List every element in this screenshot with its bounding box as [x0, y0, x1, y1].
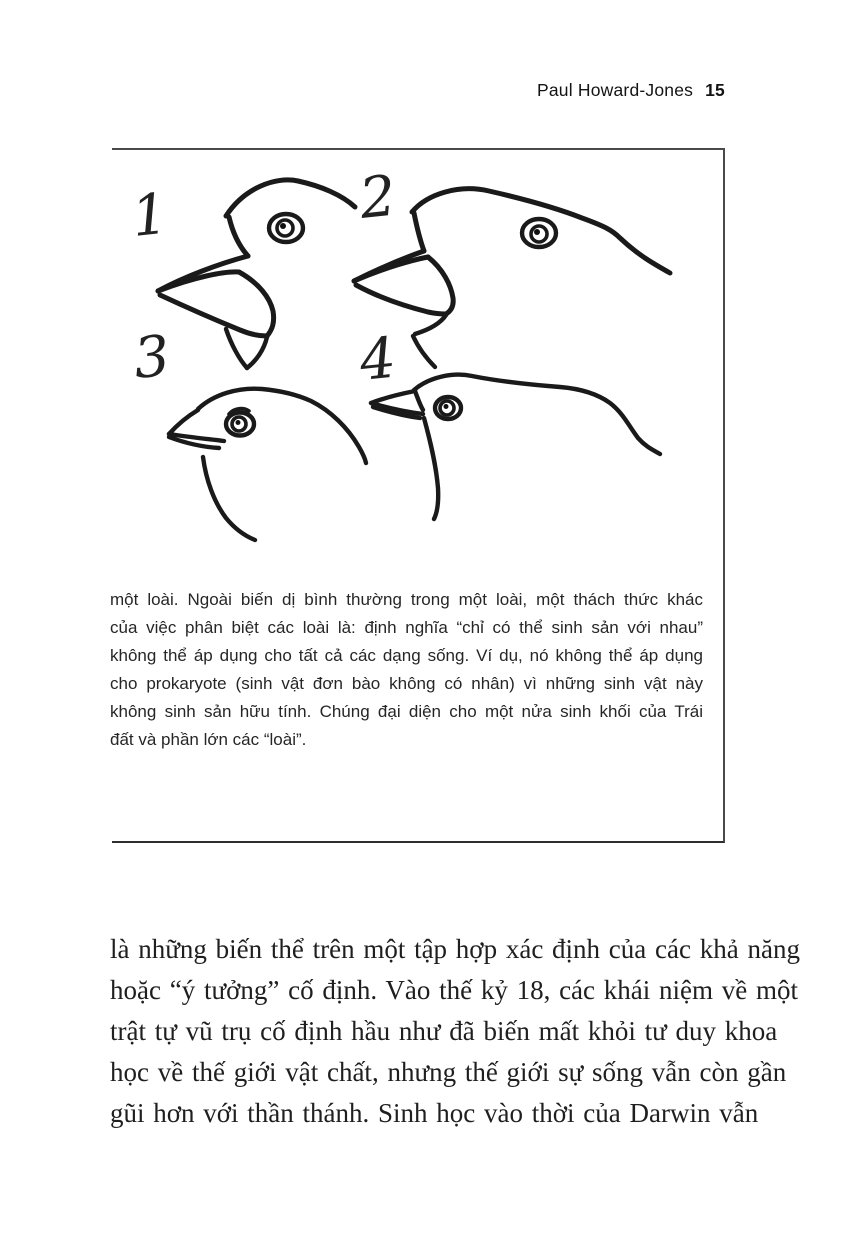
author-name: Paul Howard-Jones — [537, 80, 694, 100]
figure-number-2: 2 — [356, 163, 399, 232]
running-header — [537, 80, 725, 101]
page-number: 15 — [705, 80, 725, 100]
caption-line: cho prokaryote (sinh vật đơn bào không có nhân) vì những sinh vật này — [110, 674, 703, 693]
body-line: là những biến thể trên một tập hợp xác định của các khả năng — [110, 934, 800, 964]
caption-line: của việc phân biệt các loài là: định nghĩa “chỉ có thể sinh sản với nhau” — [110, 618, 703, 637]
body-line: hoặc “ý tưởng” cố định. Vào thế kỷ 18, các khái niệm về một — [110, 975, 798, 1005]
caption-line: không sinh sản hữu tính. Chúng đại diện cho một nửa sinh khối của Trái — [110, 702, 703, 721]
finch-sketch — [112, 150, 725, 590]
finch-drawing-3 — [169, 389, 366, 540]
body-line: gũi hơn với thần thánh. Sinh học vào thời của Darwin vẫn — [110, 1098, 759, 1128]
caption-line: đất và phần lớn các “loài”. — [110, 730, 307, 749]
body-line: trật tự vũ trụ cố định hầu như đã biến mất khỏi tư duy khoa — [110, 1016, 778, 1046]
figure-caption — [110, 586, 703, 754]
caption-line: một loài. Ngoài biến dị bình thường trong một loài, một thách thức khác — [110, 590, 703, 609]
figure-number-1: 1 — [128, 181, 171, 250]
body-line: học về thế giới vật chất, nhưng thế giới sự sống vẫn còn gần — [110, 1057, 787, 1087]
body-paragraph — [110, 929, 810, 1134]
figure-box — [112, 148, 725, 843]
finch-drawing-4 — [371, 375, 660, 519]
finch-drawing-1 — [158, 180, 355, 368]
figure-number-4: 4 — [356, 325, 399, 394]
figure-number-3: 3 — [130, 323, 173, 392]
caption-line: không thể áp dụng cho tất cả các dạng sống. Ví dụ, nó không thể áp dụng — [110, 646, 703, 665]
finch-drawing-2 — [354, 189, 670, 367]
